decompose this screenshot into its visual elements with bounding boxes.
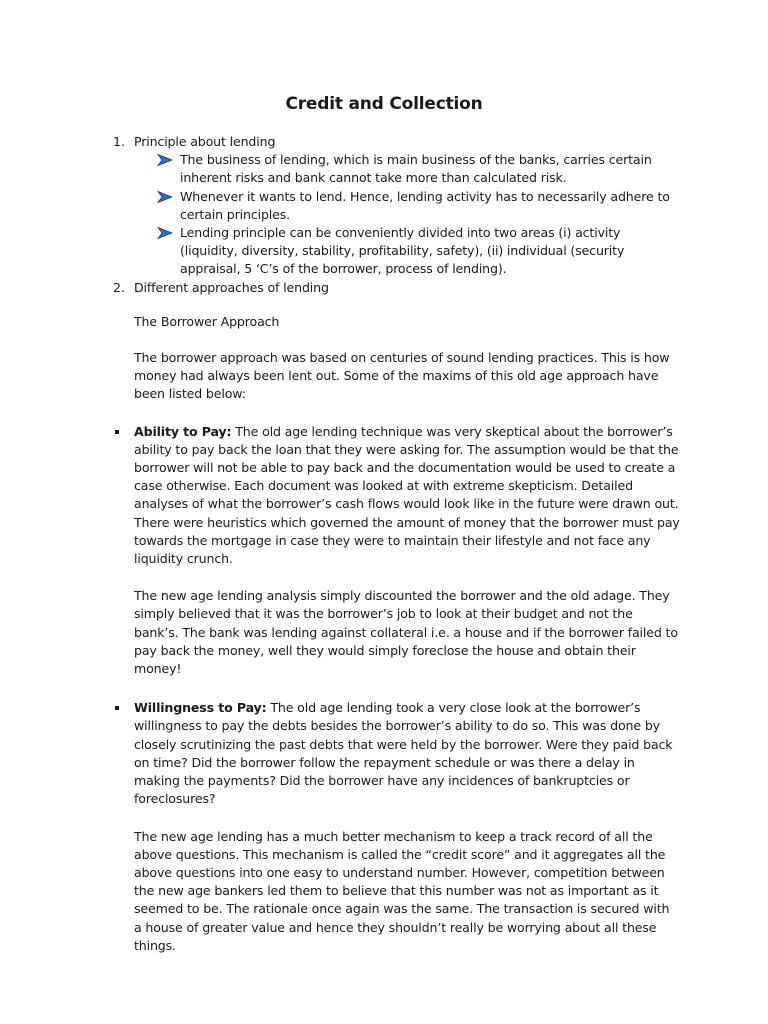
bullet-text: The old age lending took a very close look at the borrower’s willingness to pay the debts besides the borrower’s ability to do so. This was done by closely scrutinizing the past debts that were held by the borrower. Were they paid back on time? Did the borrower follow the repayment schedule or was there a delay in making the payments? Did the borrower have any incidences of bankruptcies or foreclosures?	[134, 700, 673, 807]
document-body	[0, 133, 768, 955]
section-2	[0, 279, 674, 297]
section-2-intro: The borrower approach was based on centuries of sound lending practices. This is how money had always been lent out. Some of the maxims of this old age approach have been listed below:	[134, 350, 670, 402]
arrow-bullet-icon	[157, 191, 173, 203]
section-1-points	[0, 151, 680, 278]
square-bullet-icon	[115, 706, 119, 710]
bullet-ability-to-pay	[0, 423, 682, 569]
bullet-willingness-to-pay	[0, 699, 682, 808]
section-1-point	[180, 188, 680, 224]
section-1-point	[180, 224, 680, 279]
square-bullet-icon	[115, 430, 119, 434]
bullet-text: The old age lending technique was very skeptical about the borrower’s ability to pay back the loan that they were asking for. The assumption would be that the borrower will not be able to pay back and the documentation would be used to create a case otherwise. Each document was looked at with extreme skepticism. Detailed analyses of what the borrower’s cash flows would look like in the future were drawn out. There were heuristics which governed the amount of money that the borrower must pay towards the mortgage in case they were to maintain their lifestyle and not face any liquidity crunch.	[134, 423, 680, 567]
section-1-number: 1.	[113, 134, 125, 149]
section-1-point	[180, 151, 680, 187]
bullet-followup: The new age lending analysis simply discounted the borrower and the old adage. They simply believed that it was the borrower’s job to look at their budget and not the bank’s. The bank was lending against collateral i.e. a house and if the borrower failed to pay back the money, well they would simply foreclose the house and obtain their money!	[134, 588, 678, 677]
arrow-bullet-icon	[157, 227, 173, 239]
section-1-point-text: The business of lending, which is main business of the banks, carries certain inherent risks and bank cannot take more than calculated risk.	[180, 152, 652, 186]
bullet-followup: The new age lending has a much better mechanism to keep a track record of all the above questions. This mechanism is called the “credit score” and it aggregates all the above questions into one easy to understand number. However, competition between the new age bankers led them to believe that this number was not as important as it seemed to be. The rationale once again was the same. The transaction is secured with a house of greater value and hence they shouldn’t really be worrying about all these things.	[134, 828, 670, 953]
section-1-point-text: Lending principle can be conveniently divided into two areas (i) activity (liquidity, diversity, stability, profitability, safety), (ii) individual (security appraisal, 5 ‘C’s of the borrower, process of lending).	[180, 225, 625, 277]
bullet-term: Willingness to Pay:	[134, 700, 267, 716]
section-1-heading: Principle about lending	[134, 134, 276, 149]
section-2-subheading: The Borrower Approach	[134, 313, 280, 329]
document-title: Credit and Collection	[285, 94, 483, 114]
section-1-point-text: Whenever it wants to lend. Hence, lending activity has to necessarily adhere to certain principles.	[180, 188, 670, 222]
bullet-term: Ability to Pay:	[134, 423, 232, 439]
arrow-bullet-icon	[157, 154, 173, 166]
section-2-heading: Different approaches of lending	[134, 279, 329, 295]
section-1	[0, 133, 674, 151]
section-2-number: 2.	[113, 279, 125, 295]
